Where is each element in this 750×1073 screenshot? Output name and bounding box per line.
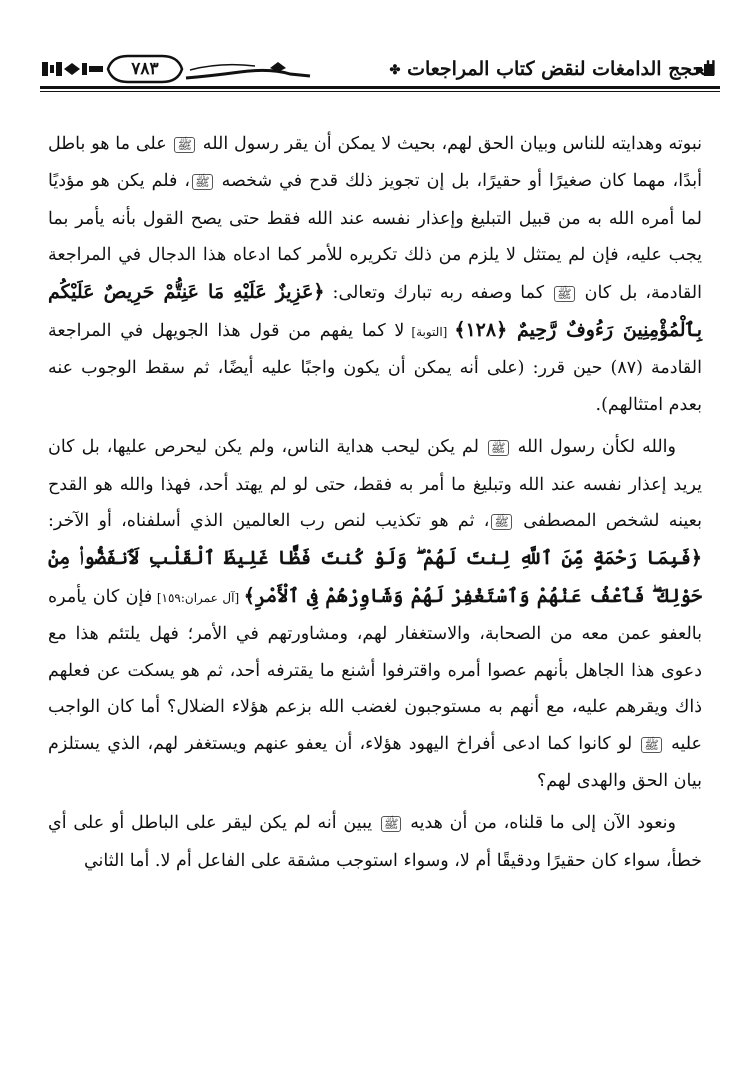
paragraph-text: لا كما يفهم من قول هذا الجويهل في المراجعة القادمة (٨٧) حين قرر: (على أنه يمكن أن يكون واجبًا عليه أيضًا، ثم سقط الوجوب عنه بعدم امتثالهم). [48,321,702,415]
quran-verse: ﴿عَزِيزٌ عَلَيْهِ مَا عَنِتُّمْ حَرِيصٌ عَلَيْكُم بِٱلْمُؤْمِنِينَ رَءُوفٌ رَّحِيمٌ ﴿١٢٨﴾ [48,280,703,342]
salutation-icon: ﷺ [192,174,213,190]
paragraph-text: ونعود الآن إلى ما قلناه، من أن هديه [403,813,676,834]
running-title [384,58,716,80]
paragraph [48,805,702,879]
paragraph-text: على ما هو باطل أبدًا، مهما كان صغيرًا أو حقيرًا، بل إن تجويز ذلك قدح في شخصه [48,134,702,192]
running-title-text: الحجج الدامغات لنقض كتاب المراجعات [407,58,716,80]
paragraph [48,429,702,799]
header-rule-thin [40,91,720,92]
paragraph-text: لم يكن ليحب هداية الناس، ولم يكن ليحرص عليها، بل كان يريد إعذار نفسه عند الله وتبليغ ما أمر به فقط، حتى لو لم يهتد أحد، فهذا والله هو القدح بعينه لشخص المصطفى [48,437,702,532]
quran-verse: ﴿فَبِمَا رَحْمَةٍ مِّنَ ٱللَّهِ لِنتَ لَهُمْ ۖ وَلَوْ كُنتَ فَظًّا غَلِيظَ ٱلْقَلْبِ لَٱنفَضُّوا۟ مِنْ حَوْلِكَ ۖ فَٱعْفُ عَنْهُمْ وَٱسْتَغْفِرْ لَهُمْ وَشَاوِرْهُمْ فِى ٱلْأَمْرِ﴾ [48,547,703,607]
page-number: ٧٨٣ [131,59,159,79]
salutation-icon: ﷺ [491,514,512,530]
paragraph-text: لو كانوا كما ادعى أفراخ اليهود هؤلاء، أن يعفو عنهم ويستغفر لهم، الذي يستلزم بيان الحق والهدى لهم؟ [48,733,702,791]
paragraph-text: فإن كان يأمره بالعفو عمن معه من الصحابة، والاستغفار لهم، ومشاورتهم في الأمر؛ فهل يلتئم هذا مع دعوى هذا الجاهل بأنهم عصوا أمره واقترفوا أشنع ما يقترفه أحد، ثم هو يسكت عن فعلهم ذاك ويقرهم عليه، مع أنهم به مستوجبون لغضب الله بزعم هؤلاء الضلال؟ أما كان الواجب عليه [48,586,702,754]
page-body [48,126,702,879]
paragraph-text: ، فلم يكن هو مؤديًا لما أمره الله به من قبيل التبليغ وإعذار نفسه عند الله فقط حتى يصح القول بأنه يأمر بما يجب عليه، فإن لم يمتثل لا يلزم من ذلك تكريره للأمر كما ادعاه هذا الدجال في المراجعة القادمة، بل كان [48,171,702,303]
salutation-icon: ﷺ [488,440,509,456]
paragraph [48,126,702,423]
paragraph-text: كما وصفه ربه تبارك وتعالى: [324,282,553,303]
paragraph-text: نبوته وهدايته للناس وبيان الحق لهم، بحيث لا يمكن أن يقر رسول الله [196,134,702,154]
salutation-icon: ﷺ [381,816,402,832]
title-ornament-icon: ✤ [389,62,401,78]
verse-reference: [آل عمران:١٥٩] [152,590,244,605]
paragraph-text: يبين أنه لم يكن ليقر على الباطل أو على أي خطأ، سواء كان حقيرًا ودقيقًا أم لا، وسواء استوجب مشقة على الفاعل أم لا. أما الثاني [48,813,702,871]
paragraph-text: ، ثم هو تكذيب لنص رب العالمين الذي أسلفناه، أو الآخر: [48,511,490,532]
salutation-icon: ﷺ [554,286,575,302]
page-header [40,48,720,92]
header-rule [40,86,720,89]
salutation-icon: ﷺ [174,137,195,153]
verse-reference: [التوبة] [404,325,455,340]
paragraph-text: والله لكأن رسول الله [510,437,676,458]
salutation-icon: ﷺ [641,737,662,753]
